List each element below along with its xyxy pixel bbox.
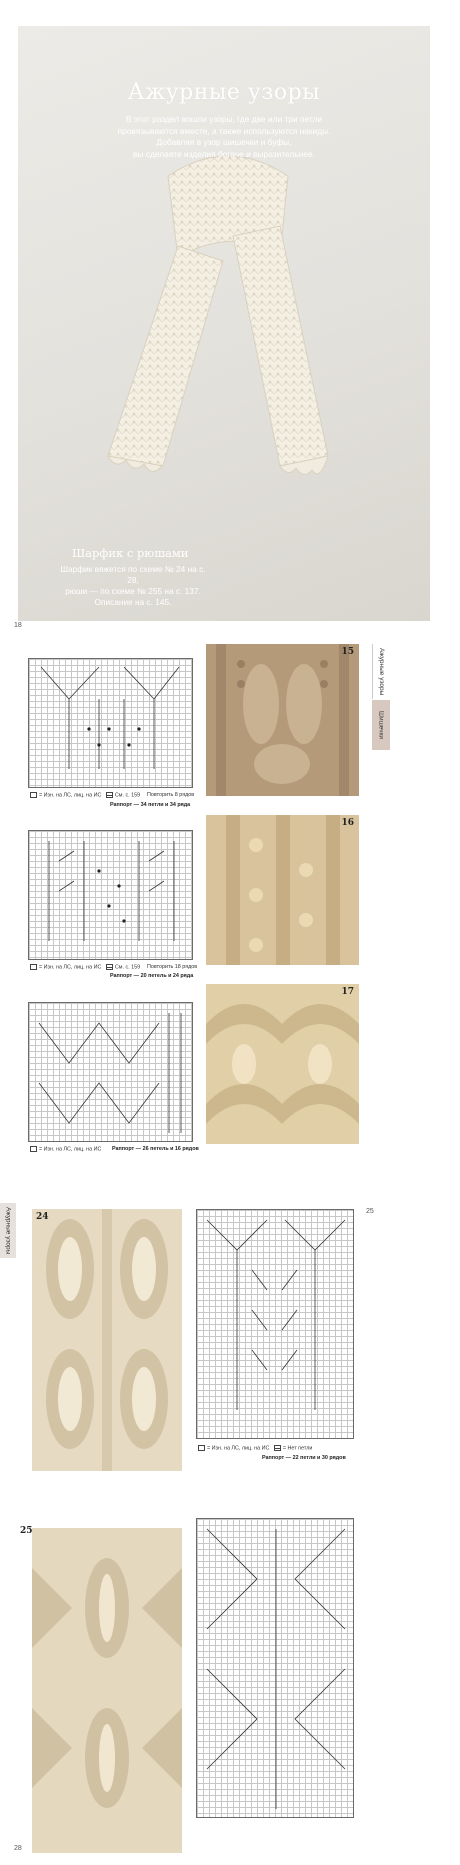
pattern-24-legend: = Изн. на ЛС, лиц. на ИС = Нет петли [198, 1445, 312, 1451]
page-patterns-15-17 [0, 647, 460, 1227]
pattern-24-chart [196, 1209, 354, 1439]
pattern-15-chart [28, 658, 193, 788]
pattern-17-rapport: Раппорт — 26 петель и 16 рядов [112, 1146, 199, 1152]
pattern-15-repeat: Повторить 8 рядов [147, 792, 195, 798]
side-tab-subsection[interactable]: Шишечки [372, 700, 390, 750]
pattern-25-swatch [20, 1526, 182, 1853]
pattern-17-number: 17 [341, 987, 354, 997]
pattern-16-repeat: Повторить 18 рядов [147, 964, 198, 970]
pattern-24-number: 24 [36, 1212, 49, 1222]
scarf-caption-title: Шарфик с рюшами [72, 546, 189, 560]
pattern-16-legend: = Изн. на ЛС, лиц. на ИС См. с. 159 [30, 964, 140, 970]
page-scarf-spread [0, 0, 460, 633]
pattern-17-swatch [206, 984, 359, 1144]
pattern-17-legend: = Изн. на ЛС, лиц. на ИС [30, 1146, 101, 1152]
page-number: 25 [366, 1208, 374, 1215]
pattern-24-swatch [32, 1209, 182, 1471]
pattern-15-legend: = Изн. на ЛС, лиц. на ИС См. с. 159 [30, 792, 140, 798]
section-title: Ажурные узоры [127, 80, 321, 105]
page-number: 18 [14, 622, 22, 629]
pattern-17-chart [28, 1002, 193, 1142]
pattern-15-number: 15 [341, 647, 354, 657]
scarf-photo [18, 26, 430, 621]
pattern-24-rapport: Раппорт — 22 петли и 30 рядов [262, 1455, 346, 1461]
scarf-caption-text: Шарфик вяжется по схеме № 24 на с. 28, рюши — по схеме № 255 на с. 137. Описание на с. 145. [60, 564, 206, 607]
pattern-16-swatch [206, 815, 359, 965]
side-tab-section[interactable]: Ажурные узоры [372, 644, 390, 699]
side-tab-section[interactable]: Ажурные узоры [0, 1203, 16, 1258]
pattern-15-swatch [206, 644, 359, 796]
pattern-16-rapport: Раппорт — 20 петель и 24 ряда [110, 973, 194, 979]
pattern-25-chart [196, 1518, 354, 1818]
pattern-16-number: 16 [341, 818, 354, 828]
pattern-16-chart [28, 830, 193, 960]
pattern-25-number: 25 [20, 1526, 33, 1536]
pattern-15-rapport: Раппорт — 34 петли и 34 ряда [110, 802, 191, 808]
page-number: 28 [14, 1845, 22, 1852]
section-intro: В этот раздел вошли узоры, где две или три петли провязываются вместе, а также используются накиды. Добавляя в узор шишечки и буфы, вы сделаете изделия богаче и выразительнее. [117, 114, 331, 159]
page-patterns-24-25 [0, 1206, 460, 1865]
